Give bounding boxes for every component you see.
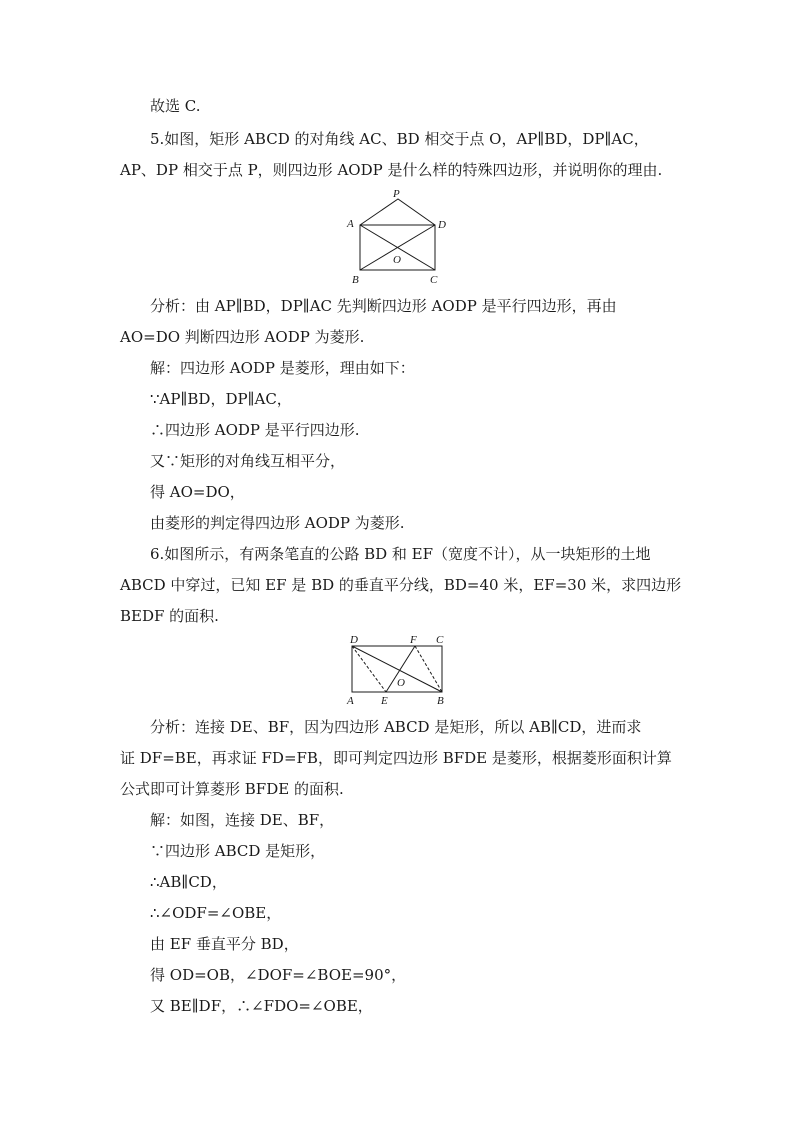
q6-label-F: F: [410, 634, 417, 646]
q5-label-O: O: [393, 254, 401, 266]
answer-line: 故选 C.: [150, 97, 201, 115]
q5-solution-line-1: 解：四边形 AODP 是菱形，理由如下：: [150, 359, 415, 377]
q6-solution-line-6: 得 OD=OB，∠DOF=∠BOE=90°，: [150, 966, 407, 984]
q5-label-A: A: [347, 218, 354, 230]
q5-label-C: C: [430, 274, 438, 286]
q6-stem-line-2: ABCD 中穿过，已知 EF 是 BD 的垂直平分线，BD=40 米，EF=30 米，求四边形: [120, 576, 682, 594]
q6-solution-line-5: 由 EF 垂直平分 BD，: [150, 935, 299, 953]
q6-figure: [340, 630, 460, 710]
q5-analysis-line-2: AO=DO 判断四边形 AODP 为菱形.: [120, 328, 365, 346]
q5-stem-line-2: AP、DP 相交于点 P，则四边形 AODP 是什么样的特殊四边形，并说明你的理由.: [120, 161, 663, 179]
q5-solution-line-6: 由菱形的判定得四边形 AODP 为菱形.: [150, 514, 405, 532]
q6-solution-line-2: ∵四边形 ABCD 是矩形，: [150, 842, 326, 860]
q5-solution-line-4: 又∵矩形的对角线互相平分，: [150, 452, 346, 470]
q6-label-E: E: [381, 695, 388, 707]
q5-solution-line-3: ∴四边形 AODP 是平行四边形.: [150, 421, 360, 439]
q6-label-D: D: [350, 634, 358, 646]
q5-solution-line-2: ∵AP∥BD，DP∥AC，: [150, 390, 292, 408]
q6-solution-line-4: ∴∠ODF=∠OBE，: [150, 904, 282, 922]
q6-label-B: B: [437, 695, 444, 707]
q6-solution-line-3: ∴AB∥CD，: [150, 873, 227, 891]
q6-label-C: C: [436, 634, 444, 646]
q5-analysis-line-1: 分析：由 AP∥BD，DP∥AC 先判断四边形 AODP 是平行四边形，再由: [150, 297, 617, 315]
q6-label-A: A: [347, 695, 354, 707]
q6-solution-line-7: 又 BE∥DF，∴∠FDO=∠OBE，: [150, 997, 373, 1015]
q5-solution-line-5: 得 AO=DO，: [150, 483, 245, 501]
q6-analysis-line-3: 公式即可计算菱形 BFDE 的面积.: [120, 780, 344, 798]
q5-label-P: P: [393, 188, 400, 200]
q5-label-B: B: [352, 274, 359, 286]
q6-stem-line-1: 6.如图所示，有两条笔直的公路 BD 和 EF（宽度不计），从一块矩形的土地: [150, 545, 651, 563]
q5-figure: [340, 184, 460, 288]
q6-dashed-DE: [352, 646, 386, 692]
q6-label-O: O: [397, 677, 405, 689]
q6-solution-line-1: 解：如图，连接 DE、BF，: [150, 811, 335, 829]
q5-stem-line-1: 5.如图，矩形 ABCD 的对角线 AC、BD 相交于点 O，AP∥BD，DP∥AC，: [150, 130, 649, 148]
q6-stem-line-3: BEDF 的面积.: [120, 607, 219, 625]
q5-segment-APD: [360, 199, 435, 225]
q5-label-D: D: [438, 219, 446, 231]
q6-analysis-line-2: 证 DF=BE，再求证 FD=FB，即可判定四边形 BFDE 是菱形，根据菱形面积计算: [120, 749, 672, 767]
q6-analysis-line-1: 分析：连接 DE、BF，因为四边形 ABCD 是矩形，所以 AB∥CD，进而求: [150, 718, 642, 736]
